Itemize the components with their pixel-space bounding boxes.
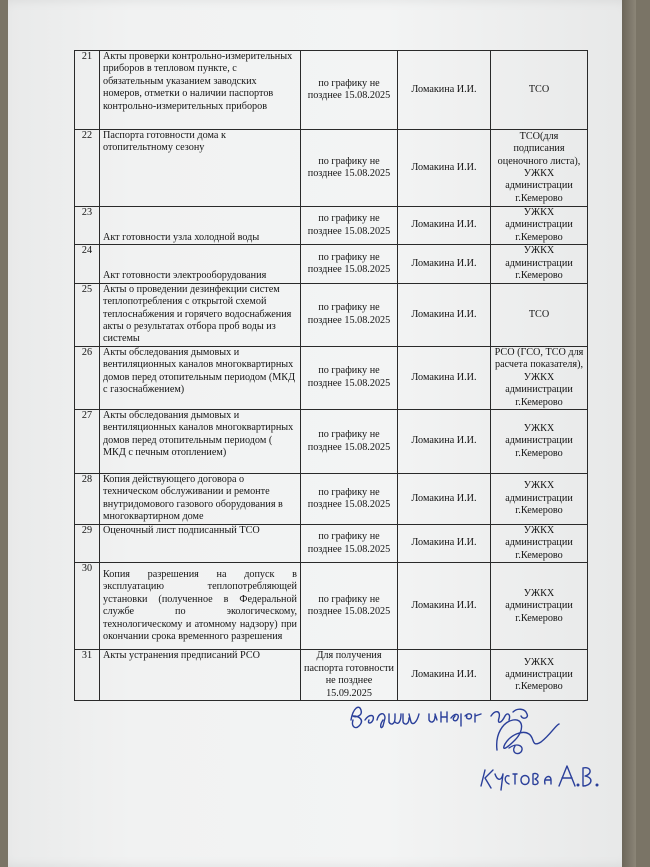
responsible: Ломакина И.И. [398,525,491,563]
table-row [75,525,588,563]
row-number: 28 [75,474,100,525]
responsible: Ломакина И.И. [398,130,491,207]
recipient: ТСО [491,51,588,130]
document-name: Копия разрешения на допуск в эксплуатацию теплопотребляющей установки (полученное в Федеральной службе по экологическому, технологическому и атомному надзору) при окончании срока временного разрешения [100,563,301,650]
handwritten-signature [345,690,605,800]
row-number: 30 [75,563,100,650]
row-number: 27 [75,410,100,474]
responsible: Ломакина И.И. [398,650,491,701]
recipient: УЖКХ администрации г.Кемерово [491,650,588,701]
page-edge [622,0,636,867]
deadline: по графику не позднее 15.08.2025 [301,283,398,346]
row-number: 23 [75,207,100,245]
deadline: по графику не позднее 15.08.2025 [301,474,398,525]
document-name: Акт готовности электрооборудования [100,245,301,283]
recipient: УЖКХ администрации г.Кемерово [491,474,588,525]
recipient: УЖКХ администрации г.Кемерово [491,563,588,650]
deadline: по графику не позднее 15.08.2025 [301,207,398,245]
recipient: УЖКХ администрации г.Кемерово [491,245,588,283]
document-name: Паспорта готовности дома к отопительтному сезону [100,130,301,207]
recipient: УЖКХ администрации г.Кемерово [491,207,588,245]
document-name: Акт готовности узла холодной воды [100,207,301,245]
row-number: 25 [75,283,100,346]
row-number: 29 [75,525,100,563]
table-row [75,207,588,245]
signature-drawing [345,690,605,800]
deadline: по графику не позднее 15.08.2025 [301,410,398,474]
document-name: Акты устранения предписаний РСО [100,650,301,701]
row-number: 21 [75,51,100,130]
recipient: УЖКХ администрации г.Кемерово [491,410,588,474]
row-number: 31 [75,650,100,701]
responsible: Ломакина И.И. [398,410,491,474]
table-row [75,283,588,346]
deadline: по графику не позднее 15.08.2025 [301,525,398,563]
responsible: Ломакина И.И. [398,474,491,525]
recipient: ТСО [491,283,588,346]
responsible: Ломакина И.И. [398,563,491,650]
document-name: Копия действующего договора о техническом обслуживании и ремонте внутридомового газового оборудования в многоквартирном доме [100,474,301,525]
table-row [75,130,588,207]
deadline: по графику не позднее 15.08.2025 [301,346,398,409]
document-table [74,50,588,701]
document-name: Акты обследования дымовых и вентиляционных каналов многоквартирных домов перед отопительным периодом ( МКД с печным отоплением) [100,410,301,474]
deadline: по графику не позднее 15.08.2025 [301,51,398,130]
row-number: 22 [75,130,100,207]
recipient: РСО (ГСО, ТСО для расчета показателя), УЖКХ администрации г.Кемерово [491,346,588,409]
table-row [75,563,588,650]
document-name: Акты проверки контрольно-измерительных приборов в тепловом пункте, с обязательным указанием заводских номеров, отметки о наличии паспортов контрольно-измерительных приборов [100,51,301,130]
row-number: 26 [75,346,100,409]
responsible: Ломакина И.И. [398,207,491,245]
recipient: ТСО(для подписания оценочного листа), УЖКХ администрации г.Кемерово [491,130,588,207]
row-number: 24 [75,245,100,283]
document-name: Акты о проведении дезинфекции систем теплопотребления с открытой схемой теплоснабжения и горячего водоснабжения акты о результатах отбора проб воды из системы [100,283,301,346]
deadline: Для получения паспорта готовности не позднее 15.09.2025 [301,650,398,701]
responsible: Ломакина И.И. [398,245,491,283]
document-name: Оценочный лист подписанный ТСО [100,525,301,563]
table-row [75,346,588,409]
responsible: Ломакина И.И. [398,51,491,130]
table-row [75,245,588,283]
table-row [75,474,588,525]
deadline: по графику не позднее 15.08.2025 [301,130,398,207]
responsible: Ломакина И.И. [398,283,491,346]
table-row [75,410,588,474]
document-name: Акты обследования дымовых и вентиляционных каналов многоквартирных домов перед отопительным периодом (МКД с газоснабжением) [100,346,301,409]
table-row [75,51,588,130]
deadline: по графику не позднее 15.08.2025 [301,245,398,283]
recipient: УЖКХ администрации г.Кемерово [491,525,588,563]
deadline: по графику не позднее 15.08.2025 [301,563,398,650]
responsible: Ломакина И.И. [398,346,491,409]
